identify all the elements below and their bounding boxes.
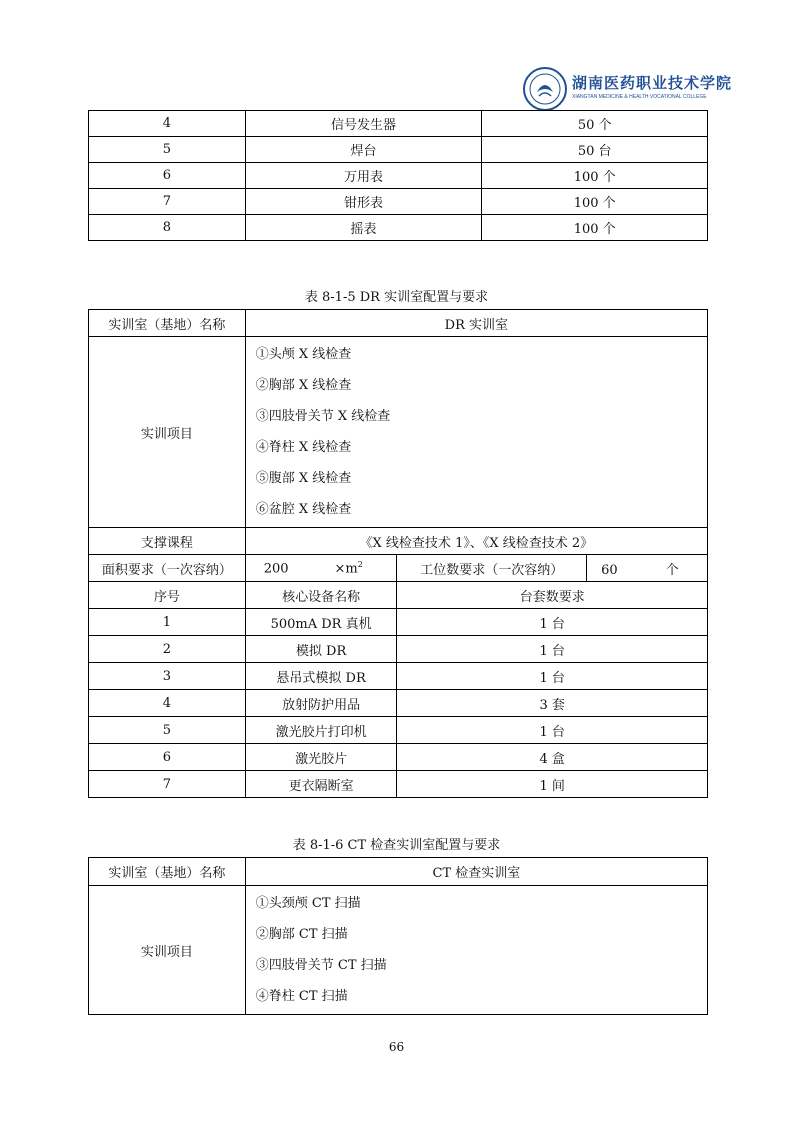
row-number: 4 (89, 111, 246, 137)
device-name: 激光胶片 (245, 744, 397, 771)
ct-lab-table (88, 857, 708, 1015)
room-label: 实训室（基地）名称 (89, 858, 246, 886)
area-requirement (245, 555, 397, 582)
device-quantity: 1 台 (397, 663, 708, 690)
col-qty-header: 台套数要求 (397, 582, 708, 609)
row-number: 1 (89, 609, 246, 636)
device-quantity: 1 台 (397, 636, 708, 663)
row-number: 4 (89, 690, 246, 717)
project-list (245, 886, 707, 1015)
table-row (89, 717, 708, 744)
device-name: 焊台 (245, 137, 482, 163)
table-row (89, 137, 708, 163)
room-name: DR 实训室 (245, 310, 707, 337)
college-logo (522, 66, 733, 116)
col-device-header: 核心设备名称 (245, 582, 397, 609)
row-number: 8 (89, 215, 246, 241)
station-label: 工位数要求（一次容纳） (397, 555, 587, 582)
device-name: 悬吊式模拟 DR (245, 663, 397, 690)
table-row (89, 609, 708, 636)
device-quantity: 1 台 (397, 609, 708, 636)
device-quantity: 4 盒 (397, 744, 708, 771)
course-list: 《X 线检查技术 1》、《X 线检查技术 2》 (245, 528, 707, 555)
table-caption-ct: 表 8-1-6 CT 检查实训室配置与要求 (292, 838, 501, 853)
dr-lab-table (88, 309, 708, 798)
course-row (89, 528, 708, 555)
room-name-row (89, 858, 708, 886)
area-unit: ×m (334, 561, 358, 577)
table-row (89, 690, 708, 717)
device-header-row (89, 582, 708, 609)
device-name: 信号发生器 (245, 111, 482, 137)
project-item: ①头颅 X 线检查 (255, 347, 352, 362)
row-number: 5 (89, 717, 246, 744)
device-quantity: 3 套 (397, 690, 708, 717)
device-quantity: 100 个 (482, 189, 708, 215)
device-name: 万用表 (245, 163, 482, 189)
device-name: 摇表 (245, 215, 482, 241)
project-label: 实训项目 (89, 886, 246, 1015)
project-item: ⑥盆腔 X 线检查 (255, 502, 352, 517)
room-name: CT 检查实训室 (245, 858, 707, 886)
project-item: ⑤腹部 X 线检查 (255, 471, 352, 486)
device-name: 更衣隔断室 (245, 771, 397, 798)
device-quantity: 100 个 (482, 163, 708, 189)
capacity-row (89, 555, 708, 582)
device-name: 激光胶片打印机 (245, 717, 397, 744)
station-requirement (587, 555, 708, 582)
project-label: 实训项目 (89, 337, 246, 528)
row-number: 3 (89, 663, 246, 690)
device-quantity: 1 台 (397, 717, 708, 744)
device-quantity: 50 台 (482, 137, 708, 163)
table-row (89, 189, 708, 215)
row-number: 7 (89, 771, 246, 798)
table-caption-dr: 表 8-1-5 DR 实训室配置与要求 (304, 290, 489, 305)
row-number: 5 (89, 137, 246, 163)
col-no-header: 序号 (89, 582, 246, 609)
table-row (89, 744, 708, 771)
device-name: 钳形表 (245, 189, 482, 215)
table-row (89, 111, 708, 137)
device-quantity: 1 间 (397, 771, 708, 798)
project-item: ③四肢骨关节 CT 扫描 (255, 958, 387, 973)
station-unit: 个 (665, 562, 679, 578)
project-item: ③四肢骨关节 X 线检查 (255, 409, 391, 424)
table-row (89, 163, 708, 189)
area-label: 面积要求（一次容纳） (89, 555, 246, 582)
course-label: 支撑课程 (89, 528, 246, 555)
table-row (89, 771, 708, 798)
project-item: ②胸部 CT 扫描 (255, 927, 348, 942)
row-number: 6 (89, 163, 246, 189)
table-row (89, 215, 708, 241)
project-item: ④脊柱 CT 扫描 (255, 989, 348, 1004)
logo-subtitle: XIANGTAN MEDICINE & HEALTH VOCATIONAL COLLEGE (572, 94, 707, 100)
room-label: 实训室（基地）名称 (89, 310, 246, 337)
college-emblem-icon (522, 66, 568, 112)
row-number: 6 (89, 744, 246, 771)
device-name: 模拟 DR (245, 636, 397, 663)
page-number: 66 (388, 1040, 405, 1054)
logo-title: 湖南医药职业技术学院 (572, 74, 733, 92)
project-row (89, 337, 708, 528)
table-row (89, 636, 708, 663)
row-number: 2 (89, 636, 246, 663)
equipment-table-continued (88, 110, 708, 241)
project-row (89, 886, 708, 1015)
station-value: 60 (601, 562, 618, 578)
project-item: ④脊柱 X 线检查 (255, 440, 352, 455)
table-row (89, 663, 708, 690)
project-list (245, 337, 707, 528)
room-name-row (89, 310, 708, 337)
area-value: 200 (263, 561, 289, 577)
device-name: 500mA DR 真机 (245, 609, 397, 636)
project-item: ②胸部 X 线检查 (255, 378, 352, 393)
project-item: ①头颈颅 CT 扫描 (255, 896, 361, 911)
device-quantity: 50 个 (482, 111, 708, 137)
row-number: 7 (89, 189, 246, 215)
area-unit-sup: 2 (357, 559, 363, 569)
device-quantity: 100 个 (482, 215, 708, 241)
device-name: 放射防护用品 (245, 690, 397, 717)
